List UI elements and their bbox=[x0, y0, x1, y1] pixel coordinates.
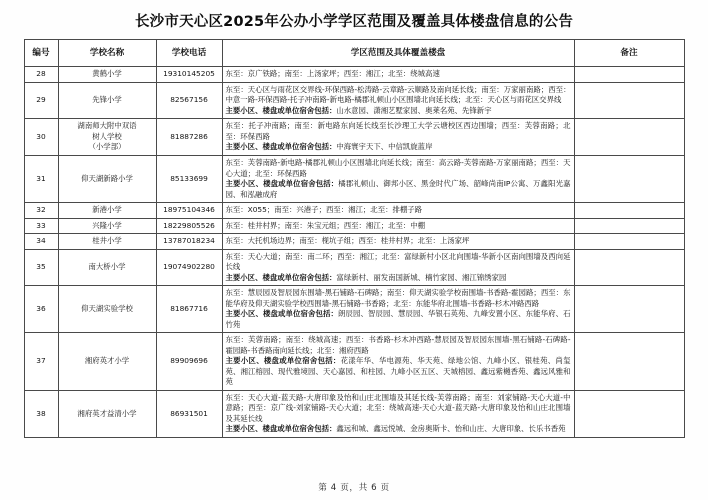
cell-district-range bbox=[222, 333, 574, 391]
school-name-line: 黄鹤小学 bbox=[92, 69, 122, 79]
covered-estates-text bbox=[226, 309, 571, 330]
covered-estates-text bbox=[226, 356, 571, 388]
school-name-line: 湖南师大附中双语 bbox=[77, 121, 137, 131]
cell-school-name bbox=[58, 390, 156, 437]
cell-remark bbox=[574, 218, 684, 234]
cell-district-range bbox=[222, 67, 574, 83]
school-name-line: 新港小学 bbox=[92, 205, 122, 215]
district-boundary-text: 东至：托子冲南路；南至：新电路东向延长线至长沙理工大学云塘校区西边围墙；西至：芙蓉南路；北至：环保西路 bbox=[225, 121, 571, 141]
table-row bbox=[24, 390, 684, 437]
cell-row-number: 29 bbox=[24, 82, 58, 119]
cell-school-phone: 18229805526 bbox=[156, 218, 222, 234]
table-header-row bbox=[24, 40, 684, 67]
school-name-line: 先锋小学 bbox=[92, 95, 122, 105]
page-title: 长沙市天心区2025年公办小学学区范围及覆盖具体楼盘信息的公告 bbox=[134, 14, 574, 30]
covered-estates-value: 富绿新村、丽发南国新城、楠竹家园、湘江锦绣家园 bbox=[336, 272, 507, 282]
table-row bbox=[24, 156, 684, 203]
cell-school-phone: 85133699 bbox=[156, 156, 222, 203]
cell-row-number: 33 bbox=[24, 218, 58, 234]
table-row bbox=[24, 203, 684, 219]
cell-district-range bbox=[222, 286, 574, 333]
table-row bbox=[24, 249, 684, 286]
covered-estates-label: 主要小区、楼盘或单位宿舍包括： bbox=[225, 424, 337, 434]
covered-estates-label: 主要小区、楼盘或单位宿舍包括： bbox=[225, 356, 341, 366]
cell-remark bbox=[574, 249, 684, 286]
covered-estates-value: 花漾年华、华电源苑、华天苑、绿地公馆、九峰小区、银桂苑、尚玺苑、湘江榕园、现代雅境园、天心嘉园、和柱园、九峰小区五区、天城榕园、鑫远紫樾香苑、鑫远风雅和苑 bbox=[225, 356, 571, 387]
school-name-line: （小学部） bbox=[88, 142, 126, 152]
district-boundary-text: 东至：芙蓉南路；南至：绕城高速；西至：书香路-杉木冲西路-慧辰园及智辰园东围墙-黑石铺路-石碑路-霍园路-书香路南向延长线；北至：湘府西路 bbox=[225, 335, 571, 355]
cell-row-number: 38 bbox=[24, 390, 58, 437]
covered-estates-text bbox=[226, 179, 571, 200]
table-row bbox=[24, 286, 684, 333]
table-header bbox=[24, 40, 684, 67]
page-footer: 第 4 页，共 6 页 bbox=[318, 483, 390, 493]
column-header-no: 编号 bbox=[24, 40, 58, 67]
cell-school-phone: 86931501 bbox=[156, 390, 222, 437]
covered-estates-text bbox=[226, 106, 571, 117]
school-name-line: 树人学校 bbox=[92, 131, 122, 141]
cell-school-phone: 13787018234 bbox=[156, 234, 222, 250]
cell-school-name bbox=[58, 119, 156, 156]
school-name-line: 南大桥小学 bbox=[88, 262, 126, 272]
covered-estates-text bbox=[226, 142, 571, 153]
covered-estates-label: 主要小区、楼盘或单位宿舍包括： bbox=[225, 179, 339, 189]
cell-remark bbox=[574, 286, 684, 333]
school-name-line: 仰天湖实验学校 bbox=[81, 303, 133, 313]
cell-district-range bbox=[222, 203, 574, 219]
cell-school-name bbox=[58, 203, 156, 219]
table-row bbox=[24, 67, 684, 83]
district-boundary-text: 东至：天心大道；南至：南二环；西至：湘江；北至：富绿新村小区北向围墙-华新小区南向围墙及西向延长线 bbox=[225, 251, 571, 272]
cell-district-range bbox=[222, 119, 574, 156]
cell-school-name bbox=[58, 249, 156, 286]
cell-row-number: 28 bbox=[24, 67, 58, 83]
table-row bbox=[24, 234, 684, 250]
cell-school-name bbox=[58, 67, 156, 83]
covered-estates-value: 朗辰园、智辰园、慧辰园、华银石英苑、九峰安置小区、东能华府、石竹苑 bbox=[225, 309, 571, 329]
covered-estates-text bbox=[226, 273, 571, 284]
cell-remark bbox=[574, 119, 684, 156]
school-name-line: 仰天湖新路小学 bbox=[81, 173, 133, 183]
cell-remark bbox=[574, 67, 684, 83]
school-name-line: 桂井小学 bbox=[92, 236, 122, 246]
district-boundary-text: 东至：X055；南至：兴港子；西至：湘江；北至：排棚子路 bbox=[225, 205, 423, 215]
cell-school-name bbox=[58, 156, 156, 203]
covered-estates-text bbox=[226, 424, 571, 435]
cell-district-range bbox=[222, 249, 574, 286]
school-name-line: 湘府英才小学 bbox=[84, 356, 130, 366]
district-boundary-text: 东至：京广铁路；南至：上汤家坪；西至：湘江；北至：绕城高速 bbox=[225, 69, 440, 79]
district-boundary-text: 东至：天心大道-蓝天路-大唐印象及怡和山庄北围墙及其延长线-芙蓉南路；南至：刘家铺路-天心大道-中意路；西至：京广线-刘家铺路-天心大道；北至：绕城高速-天心大道-蓝天路-大唐印象及怡和山庄北围墙及其延长线 bbox=[225, 392, 571, 423]
district-boundary-text: 东至：大托机场边界；南至：枧坑子组；西至：桂井村界；北至：上汤家坪 bbox=[225, 236, 470, 246]
cell-school-phone: 81887286 bbox=[156, 119, 222, 156]
cell-school-phone: 19074902280 bbox=[156, 249, 222, 286]
district-boundary-text: 东至：桂井村界；南至：朱宝元组；西至：湘江；北至：中棚 bbox=[225, 220, 426, 230]
cell-school-name bbox=[58, 286, 156, 333]
table-row bbox=[24, 82, 684, 119]
cell-remark bbox=[574, 333, 684, 391]
covered-estates-label: 主要小区、楼盘或单位宿舍包括： bbox=[225, 272, 337, 282]
covered-estates-value: 山水意园、潇湘艺墅家园、奥莱名苑、先锋新宇 bbox=[336, 105, 492, 115]
column-header-school-name: 学校名称 bbox=[58, 40, 156, 67]
table-body bbox=[24, 67, 684, 437]
cell-school-phone: 81867716 bbox=[156, 286, 222, 333]
cell-remark bbox=[574, 82, 684, 119]
cell-school-name bbox=[58, 82, 156, 119]
cell-school-phone: 82567156 bbox=[156, 82, 222, 119]
cell-row-number: 37 bbox=[24, 333, 58, 391]
cell-row-number: 32 bbox=[24, 203, 58, 219]
cell-school-name bbox=[58, 218, 156, 234]
cell-remark bbox=[574, 234, 684, 250]
district-boundary-text: 东至：芙蓉南路-新电路-橘郡礼顿山小区围墙北向延长线；南至：高云路-芙蓉南路-万家丽南路；西至：天心大道；北至：环保西路 bbox=[225, 158, 571, 178]
cell-remark bbox=[574, 156, 684, 203]
cell-school-phone: 18975104346 bbox=[156, 203, 222, 219]
district-boundary-text: 东至：天心区与雨花区交界线-环保西路-松涛路-云章路-云顺路及南向延长线；南至：万家丽南路；西至：中意一路-环保西路-托子冲南路-新电路-橘郡礼顿山小区围墙北向延长线；北至：天心区与雨花区交界线 bbox=[225, 84, 571, 105]
cell-row-number: 35 bbox=[24, 249, 58, 286]
covered-estates-value: 橘郡礼顿山、御邦小区、黑金时代广场、韶峰尚南IP公寓、万鑫阳光嘉园、和泓融成府 bbox=[225, 179, 571, 199]
school-name-line: 湘府英才益清小学 bbox=[77, 408, 137, 418]
covered-estates-value: 鑫远和城、鑫远悦城、金房奥斯卡、怡和山庄、大唐印象、长乐书香苑 bbox=[336, 424, 566, 434]
cell-school-name bbox=[58, 234, 156, 250]
cell-row-number: 30 bbox=[24, 119, 58, 156]
covered-estates-value: 中海寰宇天下、中信凯旋蓝岸 bbox=[336, 142, 433, 152]
cell-row-number: 36 bbox=[24, 286, 58, 333]
covered-estates-label: 主要小区、楼盘或单位宿舍包括： bbox=[225, 309, 339, 319]
cell-remark bbox=[574, 390, 684, 437]
cell-remark bbox=[574, 203, 684, 219]
covered-estates-label: 主要小区、楼盘或单位宿舍包括： bbox=[225, 105, 337, 115]
cell-school-phone: 19310145205 bbox=[156, 67, 222, 83]
column-header-remark: 备注 bbox=[574, 40, 684, 67]
cell-district-range bbox=[222, 156, 574, 203]
covered-estates-label: 主要小区、楼盘或单位宿舍包括： bbox=[225, 142, 337, 152]
table-row bbox=[24, 218, 684, 234]
cell-school-name bbox=[58, 333, 156, 391]
district-boundary-text: 东至：慧辰园及智辰园东围墙-黑石铺路-石碑路；南至：仰天湖实验学校南围墙-书香路-霍园路；西至：东能华府及仰天湖实验学校西围墙-黑石铺路-书香路；北至：东能华府北围墙-书香路-杉木冲路西路 bbox=[225, 288, 571, 308]
cell-district-range bbox=[222, 390, 574, 437]
table-row bbox=[24, 119, 684, 156]
cell-school-phone: 89909696 bbox=[156, 333, 222, 391]
cell-district-range bbox=[222, 234, 574, 250]
cell-row-number: 31 bbox=[24, 156, 58, 203]
column-header-school-phone: 学校电话 bbox=[156, 40, 222, 67]
table-row bbox=[24, 333, 684, 391]
cell-district-range bbox=[222, 82, 574, 119]
column-header-district-range: 学区范围及具体覆盖楼盘 bbox=[222, 40, 574, 67]
cell-district-range bbox=[222, 218, 574, 234]
school-district-table bbox=[24, 39, 685, 437]
school-name-line: 兴隆小学 bbox=[92, 220, 122, 230]
cell-row-number: 34 bbox=[24, 234, 58, 250]
